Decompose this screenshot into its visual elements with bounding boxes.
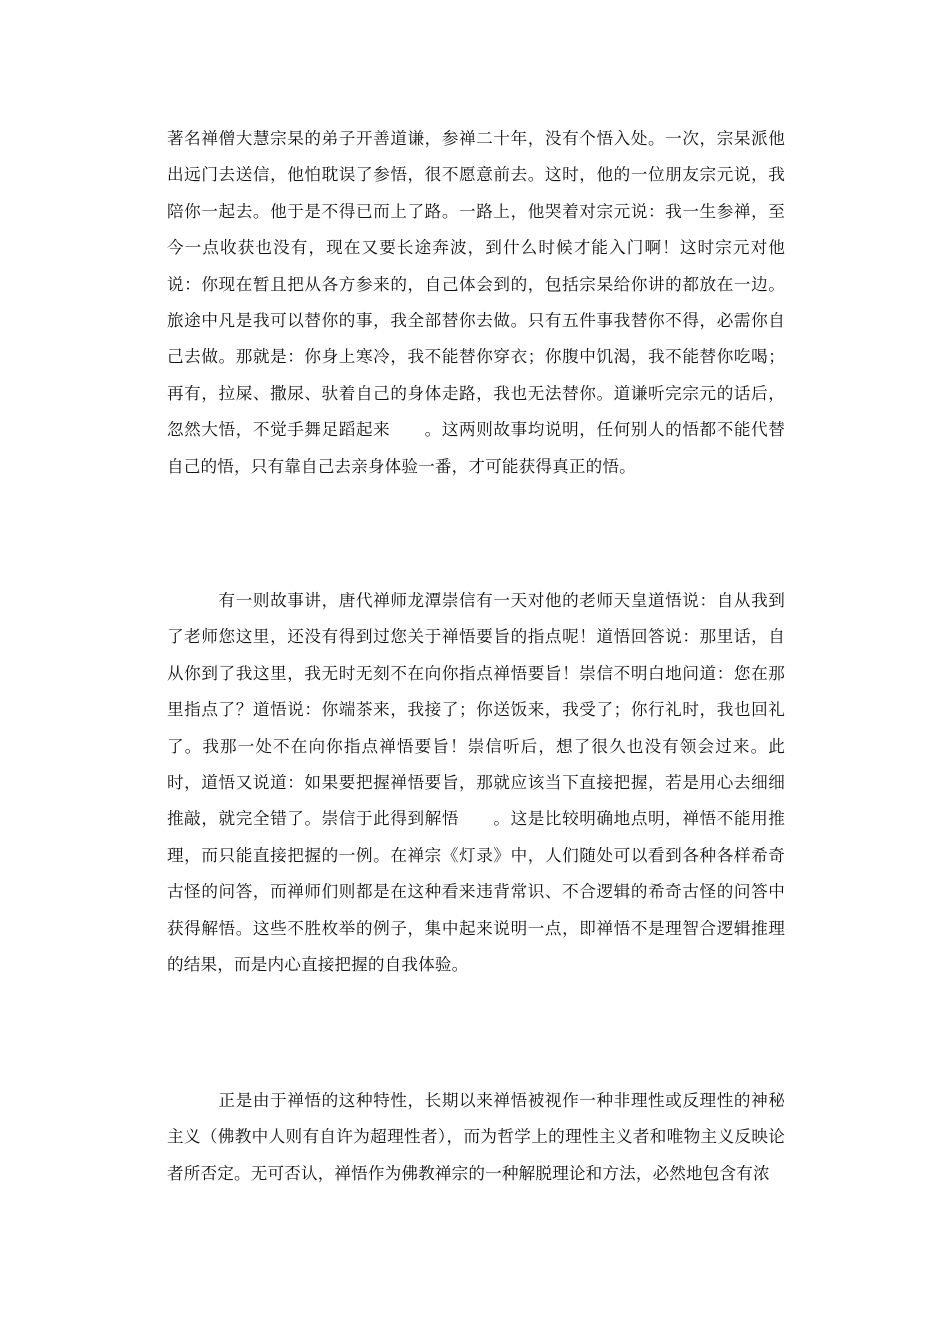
paragraph-2: 有一则故事讲，唐代禅师龙潭崇信有一天对他的老师天皇道悟说：自从我到了老师您这里，还没有得到过您关于禅悟要旨的指点呢！道悟回答说：那里话，自从你到了我这里，我无时无刻不在向你指点禅悟要旨！崇信不明白地问道：您在那里指点了？道悟说：你端茶来，我接了；你送饭来，我受了；你行礼时，我也回礼了。我那一处不在向你指点禅悟要旨！崇信听后，想了很久也没有领会过来。此时，道悟又说道：如果要把握禅悟要旨，那就应该当下直接把握，若是用心去细细推敲，就完全错了。崇信于此得到解悟 。这是比较明确地点明，禅悟不能用推理，而只能直接把握的一例。在禅宗《灯录》中，人们随处可以看到各种各样希奇古怪的问答，而禅师们则都是在这种看来违背常识、不合逻辑的希奇古怪的问答中获得解悟。这些不胜枚举的例子，集中起来说明一点，即禅悟不是理智合逻辑推理的结果，而是内心直接把握的自我体验。 (167, 591, 785, 975)
paragraph-1: 著名禅僧大慧宗杲的弟子开善道谦，参禅二十年，没有个悟入处。一次，宗杲派他出远门去送信，他怕耽误了参悟，很不愿意前去。这时，他的一位朋友宗元说，我陪你一起去。他于是不得已而上了路。一路上，他哭着对宗元说：我一生参禅，至今一点收获也没有，现在又要长途奔波，到什么时候才能入门啊！这时宗元对他说：你现在暂且把从各方参来的，自己体会到的，包括宗杲给你讲的都放在一边。旅途中凡是我可以替你的事，我全部替你去做。只有五件事我替你不得，必需你自己去做。那就是：你身上寒冷，我不能替你穿衣；你腹中饥渴，我不能替你吃喝；再有，拉屎、撒尿、驮着自己的身体走路，我也无法替你。道谦听完宗元的话后，忽然大悟，不觉手舞足蹈起来 。这两则故事均说明，任何别人的悟都不能代替自己的悟，只有靠自己去亲身体验一番，才可能获得真正的悟。 (167, 129, 785, 476)
paragraph-3: 正是由于禅悟的这种特性，长期以来禅悟被视作一种非理性或反理性的神秘主义（佛教中人则有自许为超理性者），而为哲学上的理性主义者和唯物主义反映论者所否定。无可否认，禅悟作为佛教禅宗的一种解脱理论和方法，必然地包含有浓 (167, 1091, 785, 1183)
